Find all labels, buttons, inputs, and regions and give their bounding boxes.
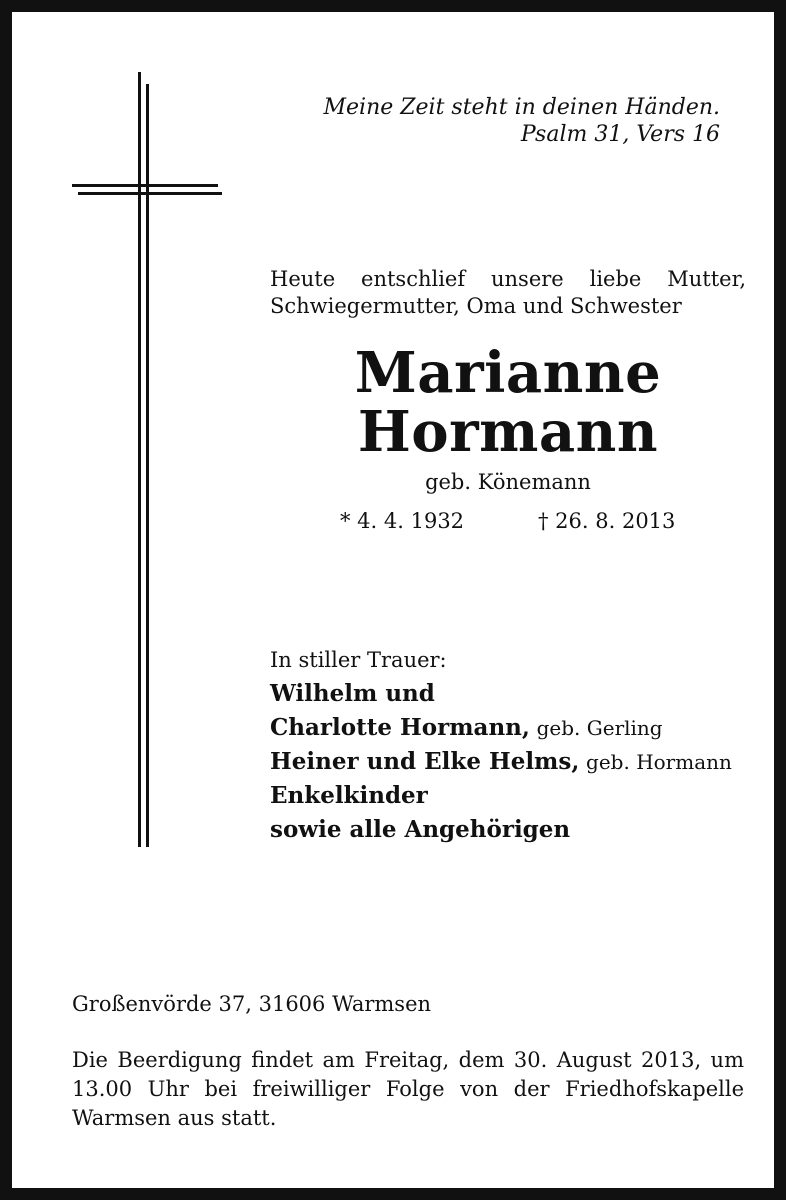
birth-date: * 4. 4. 1932 [340,509,465,533]
deceased-name [270,340,746,465]
mourner-line [270,711,770,745]
mourner-name: Charlotte Hormann, [270,714,530,741]
funeral-line-3: Warmsen aus statt. [72,1106,277,1130]
mourner-name: Wilhelm und [270,680,435,707]
verse-quote: Meine Zeit steht in deinen Händen. [323,95,720,120]
mourner-line [270,779,770,813]
funeral-notice [72,1046,744,1133]
last-name: Hormann [357,399,659,465]
family-address: Großenvörde 37, 31606 Warmsen [72,992,432,1016]
mourner-line [270,745,770,779]
mourner-note: geb. Gerling [536,716,663,740]
funeral-line-2: 13.00 Uhr bei freiwilliger Folge von der Friedhofskapelle [72,1077,744,1101]
death-date: † 26. 8. 2013 [538,509,676,533]
announcement-line-1: Heute entschlief unsere liebe Mutter, [270,267,746,291]
mourner-name: sowie alle Angehörigen [270,816,571,843]
funeral-line-1: Die Beerdigung findet am Freitag, dem 30. August 2013, um [72,1048,744,1072]
mourner-line [270,677,770,711]
mourners-header: In stiller Trauer: [270,648,447,672]
first-name: Marianne [354,340,662,406]
announcement-line-2: Schwiegermutter, Oma und Schwester [270,294,682,318]
announcement-text [270,266,746,320]
mourner-name: Enkelkinder [270,782,428,809]
mourner-line [270,813,770,847]
cross-icon [72,72,222,847]
mourner-name: Heiner und Elke Helms, [270,748,580,775]
mourners-section [270,644,770,847]
verse-source: Psalm 31, Vers 16 [520,122,720,147]
bible-verse [323,94,720,148]
mourner-note: geb. Hormann [586,750,732,774]
maiden-name: geb. Könemann [425,470,591,494]
